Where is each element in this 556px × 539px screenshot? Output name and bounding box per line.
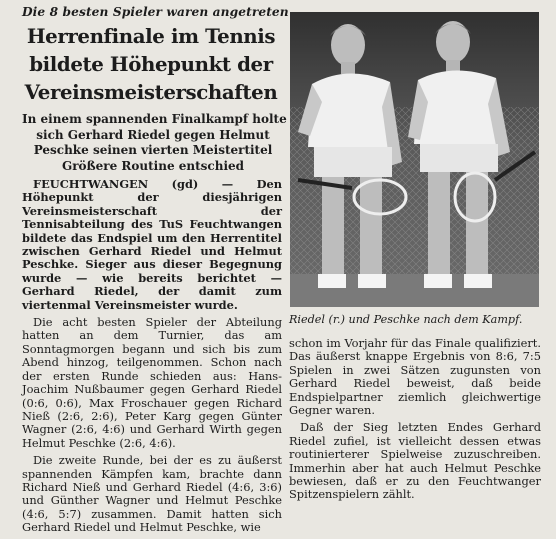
subheadline bbox=[22, 112, 287, 174]
article-column-left bbox=[22, 178, 282, 539]
body-paragraph-2: Die zweite Runde, bei der es zu äußerst spannenden Kämpfen kam, brachte dann Richard Nieß und Gerhard Riedel (4:6, 3:6) und Günther Wagner und Helmut Peschke (4:6, 5:7) zusammen. Damit hatten sich Gerhard Riedel und Helmut Peschke, wie bbox=[22, 453, 282, 535]
headline-line-2: bildete Höhepunkt der bbox=[29, 52, 273, 76]
lead-paragraph bbox=[22, 178, 282, 312]
subhead-line-3: Peschke seinen vierten Meistertitel bbox=[33, 143, 273, 157]
subhead-line-1: In einem spannenden Finalkampf holte bbox=[22, 112, 287, 126]
subhead-line-2: sich Gerhard Riedel gegen Helmut bbox=[36, 127, 270, 142]
body-paragraph-4: Daß der Sieg letzten Endes Gerhard Riedel zufiel, ist vielleicht dessen etwas routinierterer Spielweise zuzuschreiben. Immerhin aber hat auch Helmut Peschke bewiesen, daß er zu den Feuchtwanger Spitzenspielern zählt. bbox=[289, 420, 541, 502]
dateline: FEUCHTWANGEN (gd) bbox=[33, 177, 199, 191]
kicker-line: Die 8 besten Spieler waren angetreten bbox=[22, 5, 289, 19]
headline-line-3: Vereinsmeisterschaften bbox=[24, 80, 278, 104]
headline-line-1: Herrenfinale im Tennis bbox=[26, 24, 276, 48]
photo-caption: Riedel (r.) und Peschke nach dem Kampf. bbox=[289, 313, 523, 326]
body-paragraph-1: Die acht besten Spieler der Abteilung hatten an dem Turnier, das am Sonntagmorgen begann und sich bis zum Abend hinzog, teilgenommen. Schon nach der ersten Runde schieden aus: Hans-Joachim Nußbaumer gegen Gerhard Riedel (0:6, 0:6), Max Froschauer gegen Richard Nieß (2:6, 2:6), Peter Karg gegen Günter Wagner (2:6, 4:6) und Gerhard Wirth gegen Helmut Peschke (2:6, 4:6). bbox=[22, 315, 282, 450]
body-paragraph-3: schon im Vorjahr für das Finale qualifiziert. Das äußerst knappe Ergebnis von 8:6, 7:5 Spielen in zwei Sätzen zugunsten von Gerhard Riedel beweist, daß beide Endspielpartner ziemlich gleichwertige Gegner waren. bbox=[289, 336, 541, 418]
article-column-right bbox=[289, 337, 541, 506]
headline bbox=[20, 22, 282, 106]
subhead-line-4: Größere Routine entschied bbox=[61, 158, 245, 173]
lead-text: — Den Höhepunkt der diesjährigen Vereinsmeisterschaft der Tennisabteilung des TuS Feuchtwangen bildete das Endspiel um den Herrentitel zwischen Gerhard Riedel und Helmut Peschke. Sieger aus dieser Begegnung wurde — wie bereits berichtet — Gerhard Riedel, der damit zum viertenmal Vereinsmeister wurde. bbox=[22, 177, 282, 312]
photo-two-tennis-players bbox=[290, 12, 539, 307]
